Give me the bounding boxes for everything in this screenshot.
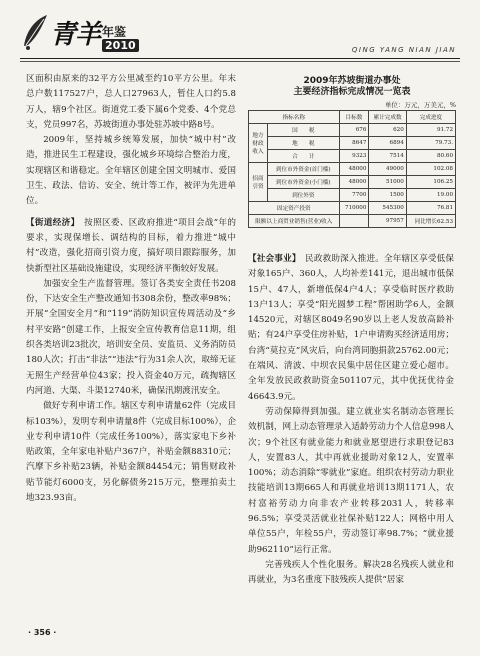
group-cell: 地方财政收入 — [249, 124, 268, 163]
group-cell: 招商引资 — [249, 163, 268, 202]
yearbook-logo — [20, 12, 139, 52]
row-label: 合 计 — [268, 150, 340, 163]
row-label: 到位市外资金(小门槛) — [268, 176, 340, 189]
running-head: QING YANG NIAN JIAN — [351, 46, 456, 54]
header-rule-thin — [20, 61, 460, 62]
row-label: 地 税 — [268, 137, 340, 150]
header-cell: 累计完成数 — [369, 111, 406, 124]
section-title-economy: 【街道经济】 — [26, 217, 76, 228]
table-header-row — [249, 111, 456, 124]
row-label: 国 税 — [268, 124, 340, 137]
row-label: 到位市外资金(首门槛) — [268, 163, 340, 176]
header-cell: 目标数 — [339, 111, 369, 124]
paragraph: 劳动保障得到加强。建立就业实名制动态管理长效机制，网上动态管理录入适龄劳动力个人信息998人次；9个社区有就业能力和就业愿望进行求职登记83人，安置83人，其中再就业援助对象12人，安置率100%；动态消除“零就业”家庭。组织农村劳动力职业技能培训13期665人和再就业培训13期1171人，农村富裕劳动力向非农产业转移2031人，转移率96.5%；享受灵活就业社保补贴122人；网格中用人单位55户，年检55户，劳动签订率98.7%；“就业援助962110”运行正常。 — [248, 406, 454, 555]
section-title-social: 【社会事业】 — [248, 254, 297, 264]
paragraph: 完善残疾人个性化服务。解决28名残疾人就业和再就业，为3名重度下肢残疾人提供“居家 — [248, 559, 454, 586]
header-rule — [20, 58, 460, 59]
page-header — [0, 0, 480, 70]
economic-indicators-table-block — [248, 76, 456, 228]
paragraph: 2009年，坚持城乡统筹发展，加快“城中村”改造，推进民生工程建设，强化城乡环境综合整治力度，实现辖区和谐稳定。全年辖区创建全国文明城市、爱国卫生、政法、信访、安全、统计等工作，被评为先进单位。 — [26, 135, 236, 207]
left-column — [26, 72, 236, 506]
page-number: · 356 · — [28, 628, 57, 637]
table-row: 招商引资 到位市外资金(首门槛) 48000 49000 102.08 — [249, 163, 456, 176]
paragraph: 加强安全生产监督管理。签订各类安全责任书208份，下达安全生产整改通知书308余份，整改率98%；开展“全国安全月”和“119”消防知识宣传周活动及“乡村平安路”创建工作，上报安全宣传教育信息11期，组织各类培训23批次，培训安全员、安监员、义务消防员180人次；打击“非法”“违法”行为31余人次，取缔无证无照生产经营单位43家；投入资金40万元，疏掏辖区内河道、大渠、斗渠12740米，确保汛期渡汛安全。 — [26, 278, 236, 396]
table-row: 固定资产投资 710000 545300 76.81 — [249, 202, 456, 215]
leaf-logo-icon — [20, 12, 50, 52]
table-row: 限额以上商贸业销售(营业)收入 97957 同比增长62.53 — [249, 215, 456, 228]
logo-nianjian: 年鉴 — [102, 25, 127, 39]
table-title: 2009年苏坡街道办事处 主要经济指标完成情况一览表 — [293, 76, 411, 97]
table-row: 合 计 9323 7514 80.60 — [249, 150, 456, 163]
economic-indicators-table — [248, 110, 456, 228]
section-paragraph: 【社会事业】 民政救助深入推进。全年辖区享受低保对象165户、360人，人均补差141元，退出城市低保15户、47人，新增低保4户4人；享受临时医疗救助13户13人；享受“阳光圆梦工程”帮困助学6人，金额14520元，对辖区8049名90岁以上老人发放高龄补贴；有24户享受住房补贴，1户申请购买经济适用房；台湾“莫拉克”风灾后，向台湾同胞捐款25762.00元；在端风、清波、中坝农民集中居住区建立爱心超市。全年发放民政救助资金501107元，其中优抚优待金46643.9元。 — [248, 254, 454, 402]
logo-title: 青羊 — [50, 20, 101, 50]
table-row: 地 税 8647 6894 79.73. — [249, 137, 456, 150]
table-row: 到位外资 7700 1500 19.00 — [249, 189, 456, 202]
row-label: 到位外资 — [268, 189, 340, 202]
right-column — [248, 252, 454, 589]
table-row: 到位市外资金(小门槛) 48000 51000 106.25 — [249, 176, 456, 189]
paragraph: 做好专利申请工作。辖区专利申请量62件（完成目标103%），发明专利申请量8件（完成目标100%），企业专利申请10件（完成任务100%），落实家电下乡补贴政策，全年家电补贴户367户，补贴金额88310元；汽摩下乡补贴23辆，补贴金额84454元；销售财政补贴节能灯6000支，另化解债务215万元，整理拍卖土地323.93亩。 — [26, 401, 236, 504]
section-paragraph: 【街道经济】 按照区委、区政府推进“项目会战”年的要求，实现保增长、调结构的目标，着力推进“城中村”改造，强化招商引资力度，搞好项目跟踪服务，加快新型社区基础设施建设，实现经济平衡较好发展。 — [26, 217, 236, 274]
header-cell: 完成进度 — [406, 111, 455, 124]
header-cell: 指标名称 — [249, 111, 340, 124]
table-row: 地方财政收入 国 税 676 620 91.72 — [249, 124, 456, 137]
row-label: 固定资产投资 — [249, 202, 340, 215]
table-unit: 单位：万元，万美元，% — [384, 101, 456, 109]
paragraph: 区面积由原来的32平方公里减至约10平方公里。年末总户数117527户，总人口27963人，暂住人口约5.8万人，辖9个社区。街道党工委下属6个党委、4个党总支，党员997名，苏坡街道办事处驻苏坡中路8号。 — [26, 74, 236, 130]
logo-year: 2010 — [102, 39, 139, 52]
row-label: 限额以上商贸业销售(营业)收入 — [249, 215, 340, 228]
